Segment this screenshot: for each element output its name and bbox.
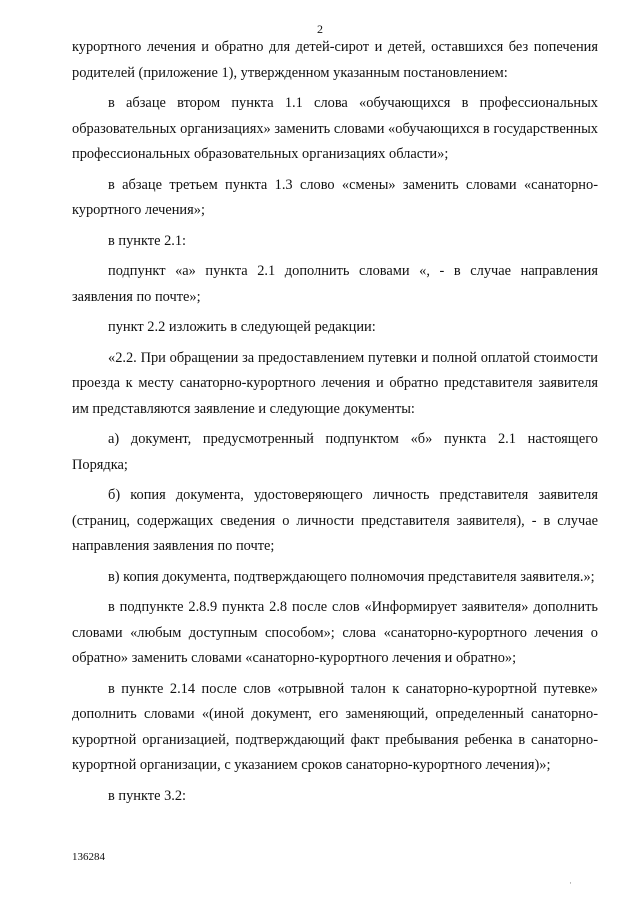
paragraph: б) копия документа, удостоверяющего личность представителя заявителя (страниц, содержащих сведения о личности представителя заявителя), - в случае направления заявления по почте; — [72, 487, 598, 554]
paragraph: курортного лечения и обратно для детей-сирот и детей, оставшихся без попечения родителей (приложение 1), утвержденном указанным постановлением: — [72, 39, 598, 81]
paragraph: в абзаце третьем пункта 1.3 слово «смены» заменить словами «санаторно-курортного лечения»; — [72, 176, 598, 218]
paragraph: в пункте 3.2: — [108, 787, 187, 804]
page-number: 2 — [317, 22, 323, 36]
paragraph: пункт 2.2 изложить в следующей редакции: — [108, 319, 376, 335]
document-body — [72, 35, 598, 814]
paragraph: в пункте 2.14 после слов «отрывной талон к санаторно-курортной путевке» дополнить словами «(иной документ, его заменяющий, определенный санаторно-курортной организацией, подтверждающий факт пребывания ребенка в санаторно-курортной организации, с указанием сроков санаторно-курортного лечения)»; — [72, 680, 598, 773]
corner-mark: · — [569, 878, 572, 888]
paragraph: подпункт «а» пункта 2.1 дополнить словами «, - в случае направления заявления по почте»; — [72, 263, 598, 305]
paragraph: в) копия документа, подтверждающего полномочия представителя заявителя.»; — [108, 568, 595, 585]
paragraph: в абзаце втором пункта 1.1 слова «обучающихся в профессиональных образовательных организациях» заменить словами «обучающихся в государственных профессиональных образовательных организациях области»; — [72, 95, 598, 162]
paragraph: в подпункте 2.8.9 пункта 2.8 после слов «Информирует заявителя» дополнить словами «любым доступным способом»; слова «санаторно-курортного лечения о обратно» заменить словами «санаторно-курортного лечения и обратно»; — [72, 599, 598, 666]
paragraph: в пункте 2.1: — [108, 232, 187, 249]
paragraph: «2.2. При обращении за предоставлением путевки и полной оплатой стоимости проезда к месту санаторно-курортного лечения и обратно представителя заявителя им представляются заявление и следующие документы: — [72, 349, 598, 417]
paragraph: а) документ, предусмотренный подпунктом «б» пункта 2.1 настоящего Порядка; — [72, 431, 598, 473]
document-code: 136284 — [72, 851, 105, 863]
